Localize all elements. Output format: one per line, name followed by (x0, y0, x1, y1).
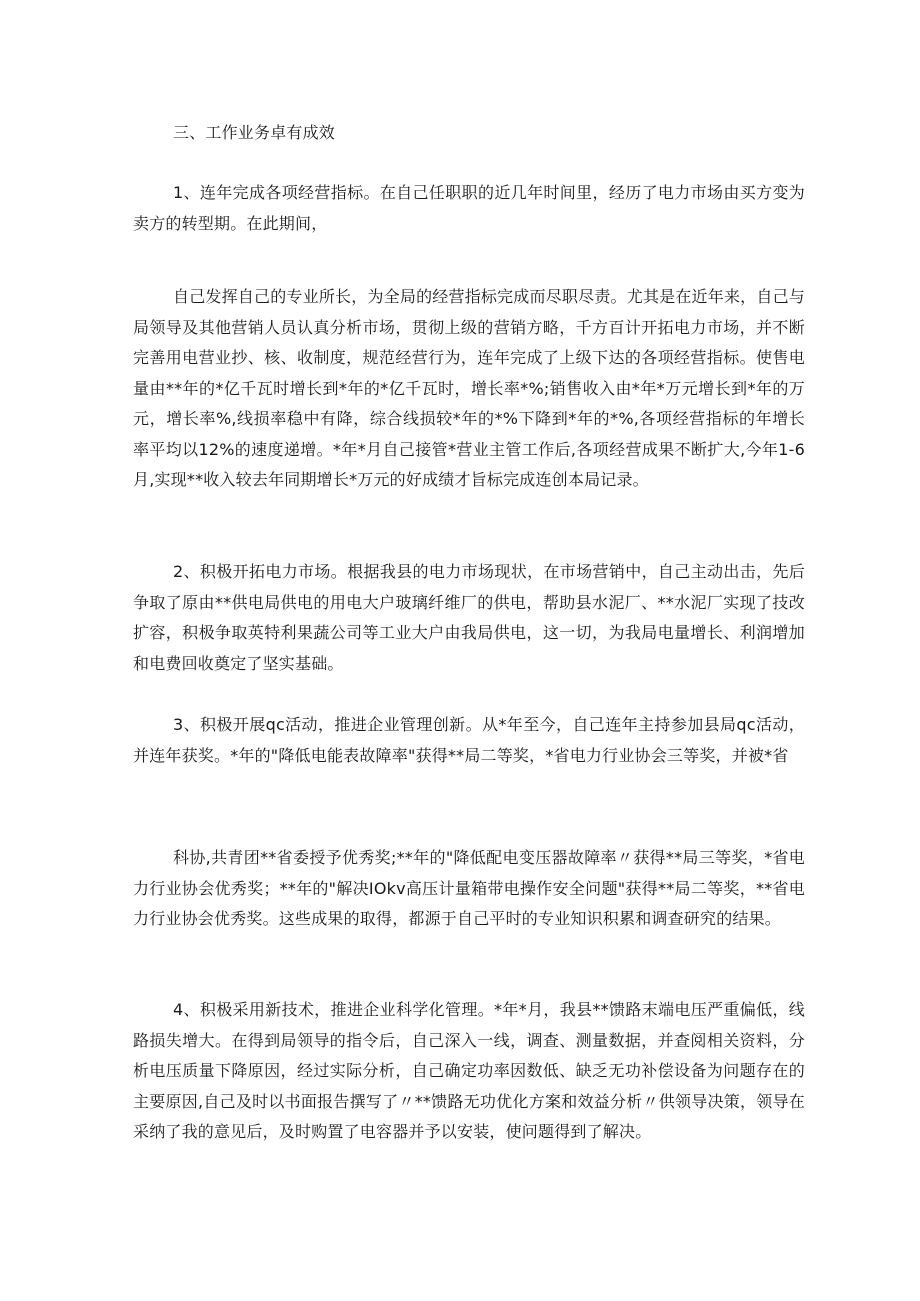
paragraph-2: 自己发挥自己的专业所长，为全局的经营指标完成而尽职尽责。尤其是在近年来，自己与局领导及其他营销人员认真分析市场，贯彻上级的营销方略，千方百计开拓电力市场，并不断完善用电营业抄、核、收制度，规范经营行为，连年完成了上级下达的各项经营指标。使售电量由**年的*亿千瓦时增长到*年的*亿千瓦时，增长率*%;销售收入由*年*万元增长到*年的万元，增长率%,线损率稳中有降，综合线损较*年的*%下降到*年的*%,各项经营指标的年增长率平均以12%的速度递增。*年*月自己接管*营业主管工作后,各项经营成果不断扩大,今年1-6月,实现**收入较去年同期增长*万元的好成绩才旨标完成连创本局记录。 (133, 287, 805, 489)
section-heading: 三、工作业务卓有成效 (173, 123, 336, 142)
paragraph-5: 科协,共青团**省委授予优秀奖;**年的"降低配电变压器故障率〃获得**局三等奖，*省电力行业协会优秀奖；**年的"解决IOkv高压计量箱带电操作安全问题"获得**局二等奖，**省电力行业协会优秀奖。这些成果的取得，都源于自己平时的专业知识积累和调查研究的结果。 (133, 848, 805, 928)
paragraph-3: 2、积极开拓电力市场。根据我县的电力市场现状，在市场营销中，自己主动出击，先后争取了原由**供电局供电的用电大户玻璃纤维厂的供电，帮助县水泥厂、**水泥厂实现了技改扩容，积极争取英特利果蔬公司等工业大户由我局供电，这一切，为我局电量增长、利润增加和电费回收奠定了坚实基础。 (133, 562, 805, 673)
paragraph-4: 3、积极开展qc活动，推进企业管理创新。从*年至今，自己连年主持参加县局qc活动，并连年获奖。*年的"降低电能表故障率"获得**局二等奖，*省电力行业协会三等奖，并被*省 (133, 715, 805, 765)
paragraph-1: 1、连年完成各项经营指标。在自己任职职的近几年时间里，经历了电力市场由买方变为卖方的转型期。在此期间， (133, 183, 805, 233)
paragraph-6: 4、积极采用新技术，推进企业科学化管理。*年*月，我县**馈路末端电压严重偏低，线路损失增大。在得到局领导的指令后，自己深入一线，调查、测量数据，并查阅相关资料，分析电压质量下降原因，经过实际分析，自己确定功率因数低、缺乏无功补偿设备为问题存在的主要原因,自己及时以书面报告撰写了〃**馈路无功优化方案和效益分析〃供领导决策，领导在采纳了我的意见后，及时购置了电容器并予以安装，使问题得到了解决。 (133, 1000, 805, 1141)
